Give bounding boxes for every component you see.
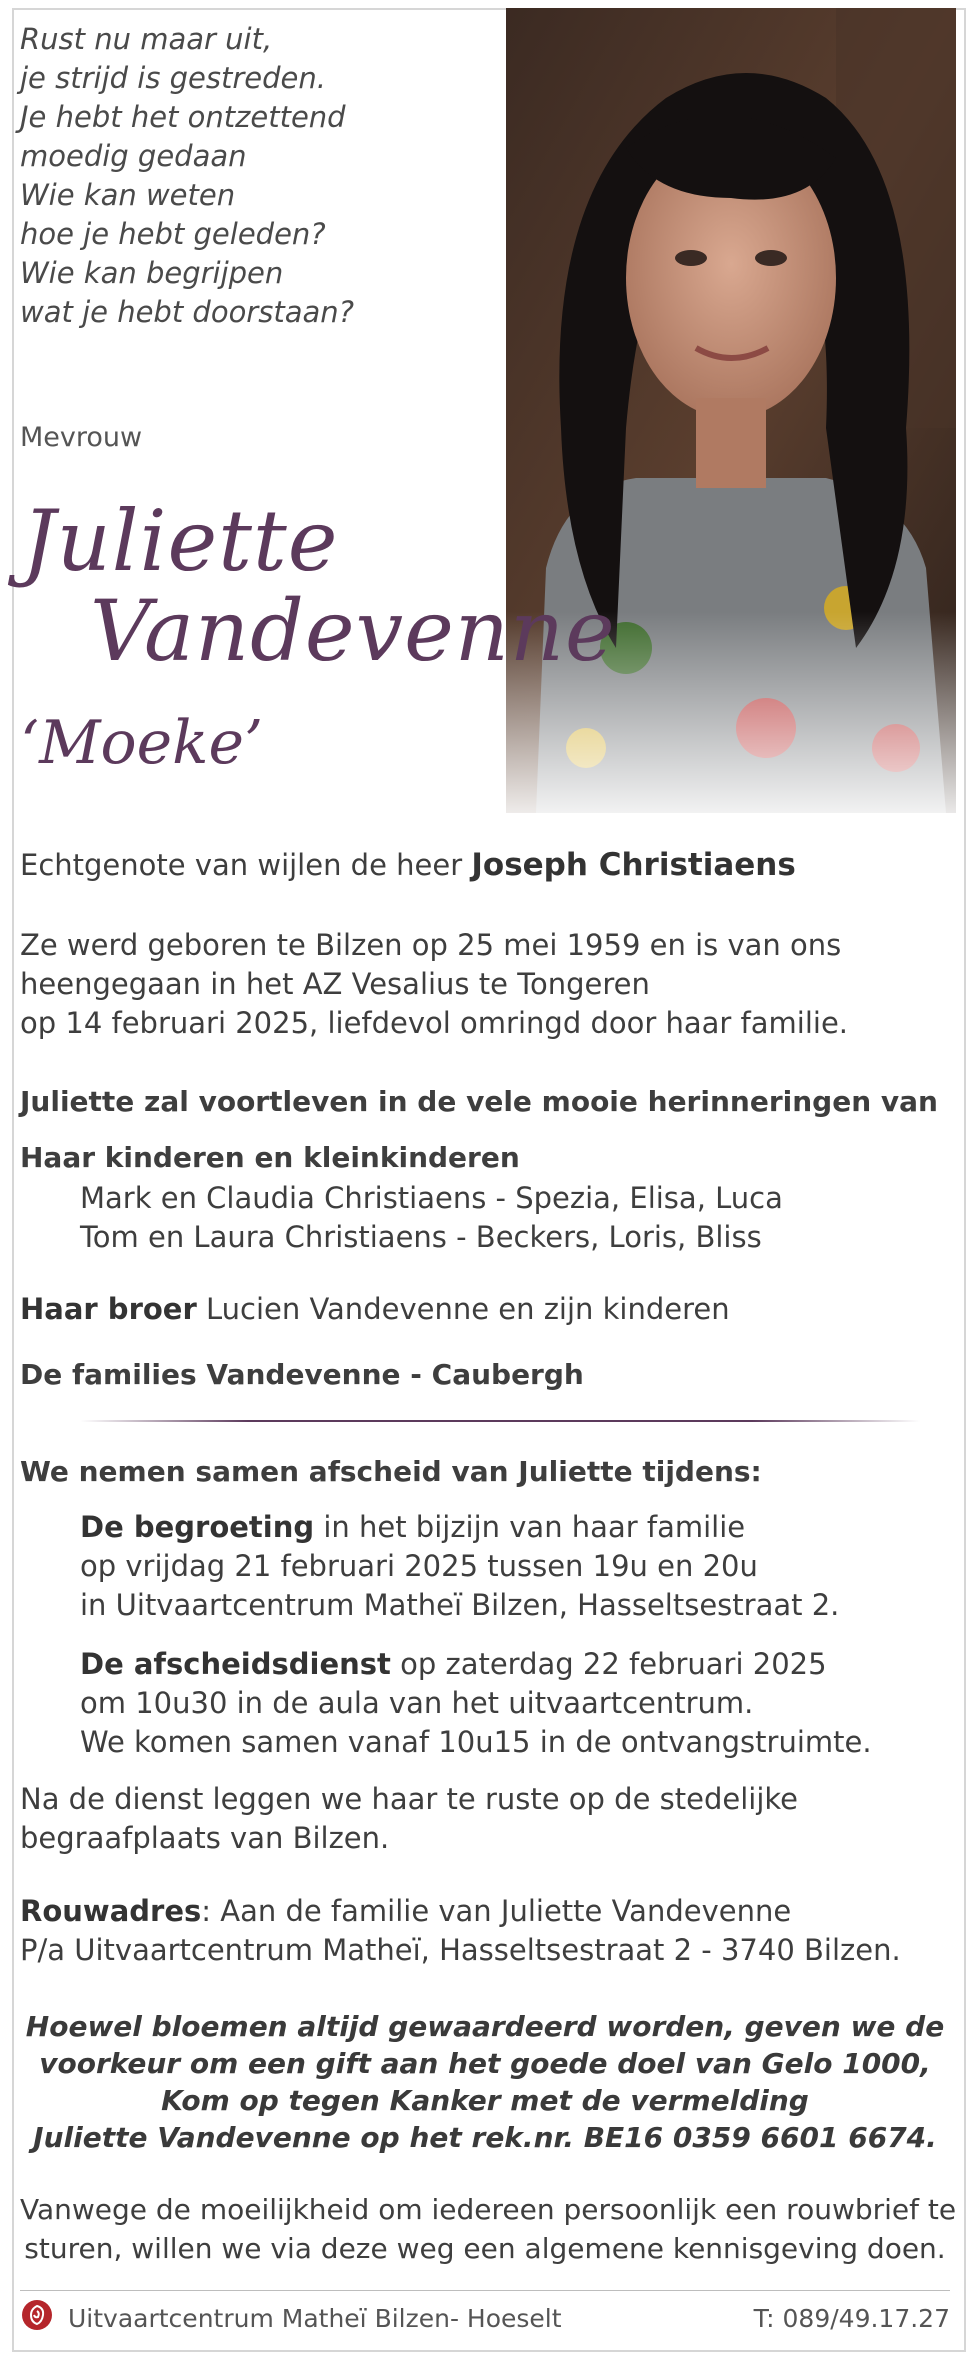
donation-line: Juliette Vandevenne op het rek.nr. BE16 0359 6601 6674.	[33, 2121, 937, 2154]
poem-line: moedig gedaan	[20, 139, 247, 173]
text-line: op zaterdag 22 februari 2025	[400, 1647, 827, 1681]
general-notice	[20, 2190, 957, 2268]
phone-number: T: 089/49.17.27	[753, 2303, 950, 2333]
address-label: Rouwadres	[20, 1894, 202, 1928]
company-name: Uitvaartcentrum Matheï Bilzen- Hoeselt	[68, 2303, 562, 2333]
poem-line: wat je hebt doorstaan?	[20, 295, 355, 329]
service-label: De afscheidsdienst	[80, 1647, 391, 1681]
text-line: Na de dienst leggen we haar te ruste op de stedelijke	[20, 1782, 798, 1816]
notice-line: sturen, willen we via deze weg een algemene kennisgeving doen.	[24, 2232, 946, 2265]
children-line: Mark en Claudia Christiaens - Spezia, Elisa, Luca	[80, 1181, 783, 1215]
rose-icon	[20, 2298, 54, 2338]
poem-line: Rust nu maar uit,	[20, 22, 273, 56]
donation-request	[20, 2008, 950, 2156]
poem	[20, 20, 500, 332]
poem-line: Je hebt het ontzettend	[20, 100, 346, 134]
text-line: We komen samen vanaf 10u15 in de ontvangstruimte.	[80, 1725, 872, 1759]
memory-heading: Juliette zal voortleven in de vele mooie herinneringen van	[20, 1085, 938, 1118]
nickname: ‘Moeke’	[20, 708, 264, 778]
spouse-prefix: Echtgenote van wijlen de heer	[20, 848, 463, 882]
spouse-line	[20, 846, 950, 885]
burial-text	[20, 1780, 950, 1858]
children-line: Tom en Laura Christiaens - Beckers, Loris, Bliss	[80, 1220, 762, 1254]
text-line: P/a Uitvaartcentrum Matheï, Hasseltsestraat 2 - 3740 Bilzen.	[20, 1933, 901, 1967]
poem-line: Wie kan weten	[20, 178, 236, 212]
footer	[20, 2298, 950, 2338]
divider	[80, 1420, 920, 1422]
farewell-heading: We nemen samen afscheid van Juliette tijdens:	[20, 1455, 762, 1488]
greeting-section	[20, 1508, 980, 1625]
first-name: Juliette	[22, 492, 339, 590]
donation-line: voorkeur om een gift aan het goede doel van Gelo 1000,	[39, 2047, 931, 2080]
text-line: op vrijdag 21 februari 2025 tussen 19u en 20u	[80, 1549, 758, 1583]
honorific: Mevrouw	[20, 422, 143, 453]
children-section	[20, 1138, 950, 1257]
text-line: in het bijzijn van haar familie	[323, 1510, 746, 1544]
children-heading: Haar kinderen en kleinkinderen	[20, 1141, 520, 1174]
brother-label: Haar broer	[20, 1292, 197, 1326]
birth-death-text	[20, 926, 950, 1043]
text-line: Ze werd geboren te Bilzen op 25 mei 1959 en is van ons	[20, 928, 842, 962]
spouse-name: Joseph Christiaens	[471, 847, 796, 883]
footer-divider	[20, 2290, 950, 2291]
families-line: De families Vandevenne - Caubergh	[20, 1358, 584, 1391]
greeting-label: De begroeting	[80, 1510, 315, 1544]
brother-line	[20, 1290, 950, 1329]
poem-line: hoe je hebt geleden?	[20, 217, 326, 251]
text-line: begraafplaats van Bilzen.	[20, 1821, 390, 1855]
text-line: : Aan de familie van Juliette Vandevenne	[201, 1894, 792, 1928]
service-section	[20, 1645, 980, 1762]
brother-text: Lucien Vandevenne en zijn kinderen	[205, 1292, 730, 1326]
notice-line: Vanwege de moeilijkheid om iedereen persoonlijk een rouwbrief te	[20, 2193, 957, 2226]
address-section	[20, 1892, 950, 1970]
poem-line: je strijd is gestreden.	[20, 61, 326, 95]
portrait-photo	[506, 8, 956, 813]
text-line: om 10u30 in de aula van het uitvaartcentrum.	[80, 1686, 754, 1720]
poem-line: Wie kan begrijpen	[20, 256, 284, 290]
text-line: heengegaan in het AZ Vesalius te Tongeren	[20, 967, 650, 1001]
text-line: in Uitvaartcentrum Matheï Bilzen, Hasseltsestraat 2.	[80, 1588, 840, 1622]
portrait-image	[506, 8, 956, 813]
last-name: Vandevenne	[90, 582, 616, 680]
donation-line: Kom op tegen Kanker met de vermelding	[161, 2084, 809, 2117]
text-line: op 14 februari 2025, liefdevol omringd door haar familie.	[20, 1006, 849, 1040]
donation-line: Hoewel bloemen altijd gewaardeerd worden, geven we de	[25, 2010, 945, 2043]
